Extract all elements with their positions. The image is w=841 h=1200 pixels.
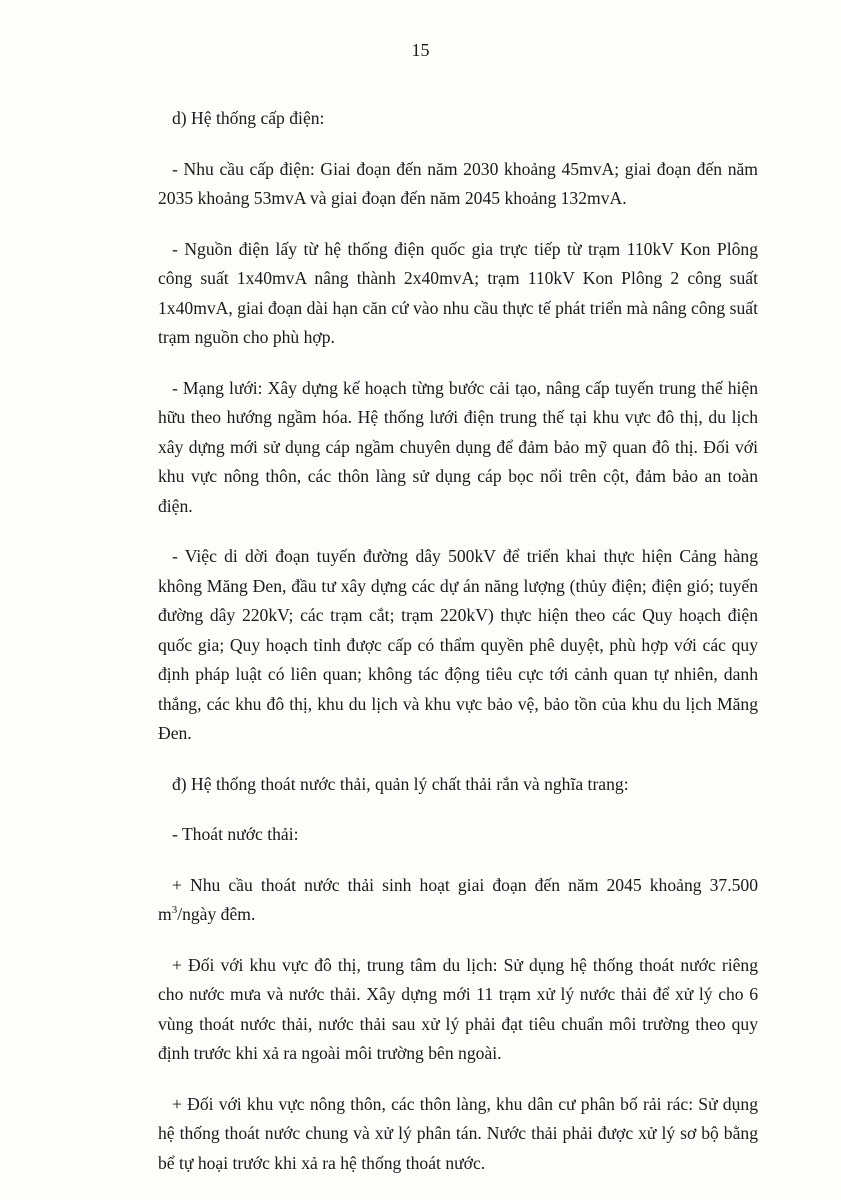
drainage-demand-text: + Nhu cầu thoát nước thải sinh hoạt giai đoạn đến năm 2045 khoảng 37.500 m xyxy=(158,874,758,924)
paragraph-power-source: - Nguồn điện lấy từ hệ thống điện quốc gia trực tiếp từ trạm 110kV Kon Plông công suất 1x40mvA nâng thành 2x40mvA; trạm 110kV Kon Plông 2 công suất 1x40mvA, giai đoạn dài hạn căn cứ vào nhu cầu thực tế phát triển mà nâng công suất trạm nguồn cho phù hợp. xyxy=(158,238,758,347)
paragraph-power-network: - Mạng lưới: Xây dựng kế hoạch từng bước cải tạo, nâng cấp tuyến trung thế hiện hữu theo hướng ngầm hóa. Hệ thống lưới điện trung thế tại khu vực đô thị, du lịch xây dựng mới sử dụng cáp ngầm chuyên dụng để đảm bảo mỹ quan đô thị. Đối với khu vực nông thôn, các thôn làng sử dụng cáp bọc nổi trên cột, đảm bảo an toàn điện. xyxy=(158,377,758,516)
superscript-cubic: 3 xyxy=(171,904,178,917)
paragraph-power-demand: - Nhu cầu cấp điện: Giai đoạn đến năm 2030 khoảng 45mvA; giai đoạn đến năm 2035 khoảng 53mvA và giai đoạn đến năm 2045 khoảng 132mvA. xyxy=(158,158,758,208)
paragraph-rural-drainage: + Đối với khu vực nông thôn, các thôn làng, khu dân cư phân bố rải rác: Sử dụng hệ thống thoát nước chung và xử lý phân tán. Nước thải phải được xử lý sơ bộ bằng bể tự hoại trước khi xả ra hệ thống thoát nước. xyxy=(158,1093,758,1173)
paragraph-urban-drainage: + Đối với khu vực đô thị, trung tâm du lịch: Sử dụng hệ thống thoát nước riêng cho nước mưa và nước thải. Xây dựng mới 11 trạm xử lý nước thải để xử lý cho 6 vùng thoát nước thải, nước thải sau xử lý phải đạt tiêu chuẩn môi trường theo quy định trước khi xả ra ngoài môi trường bên ngoài. xyxy=(158,954,758,1063)
drainage-demand-unit: /ngày đêm. xyxy=(177,904,256,924)
section-heading-wastewater: đ) Hệ thống thoát nước thải, quản lý chất thải rắn và nghĩa trang: xyxy=(172,773,629,794)
document-body xyxy=(158,104,758,1199)
subheading-wastewater-drainage: - Thoát nước thải: xyxy=(172,824,299,844)
paragraph-line-relocation: - Việc di dời đoạn tuyến đường dây 500kV để triển khai thực hiện Cảng hàng không Măng Đen, đầu tư xây dựng các dự án năng lượng (thủy điện; điện gió; tuyến đường dây 220kV; các trạm cắt; trạm 220kV) thực hiện theo các Quy hoạch điện quốc gia; Quy hoạch tỉnh được cấp có thẩm quyền phê duyệt, phù hợp với các quy định pháp luật có liên quan; không tác động tiêu cực tới cảnh quan tự nhiên, danh thắng, các khu đô thị, khu du lịch và khu vực bảo vệ, bảo tồn của khu du lịch Măng Đen. xyxy=(158,546,758,743)
section-heading-power-supply: d) Hệ thống cấp điện: xyxy=(172,108,325,128)
paragraph-drainage-demand xyxy=(158,871,758,930)
page-number: 15 xyxy=(411,40,430,60)
